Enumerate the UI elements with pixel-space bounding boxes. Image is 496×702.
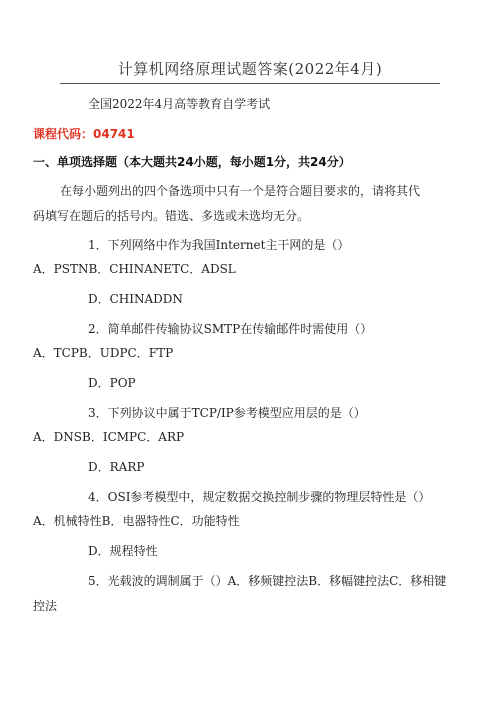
instructions-line-1: 在每小题列出的四个备选项中只有一个是符合题目要求的，请将其代 xyxy=(60,184,421,198)
question-1-options: A．PSTNB．CHINANETC．ADSL xyxy=(33,262,236,276)
question-4-option-d: D．规程特性 xyxy=(88,544,158,558)
course-code: 课程代码：04741 xyxy=(33,127,135,141)
exam-subtitle: 全国2022年4月高等教育自学考试 xyxy=(88,97,271,111)
question-3-stem: 3．下列协议中属于TCP/IP参考模型应用层的是（） xyxy=(88,406,366,420)
question-4-stem: 4．OSI参考模型中，规定数据交换控制步骤的物理层特性是（） xyxy=(88,490,431,504)
instructions-line-2: 码填写在题后的括号内。错选、多选或未选均无分。 xyxy=(33,209,310,223)
question-5-line-1: 5．光载波的调制属于（）A．移频键控法B．移幅键控法C．移相键 xyxy=(88,574,447,588)
title-underline xyxy=(60,83,440,84)
question-4-options: A．机械特性B．电器特性C．功能特性 xyxy=(33,514,240,528)
question-2-stem: 2．简单邮件传输协议SMTP在传输邮件时需使用（） xyxy=(88,322,373,336)
section-heading: 一、单项选择题（本大题共24小题，每小题1分，共24分） xyxy=(33,155,351,169)
question-1-option-d: D．CHINADDN xyxy=(88,292,183,306)
question-3-options: A．DNSB．ICMPC．ARP xyxy=(33,430,185,444)
question-5-line-2: 控法 xyxy=(33,599,58,613)
question-2-options: A．TCPB．UDPC．FTP xyxy=(33,346,174,360)
question-1-stem: 1．下列网络中作为我国Internet主干网的是（） xyxy=(88,238,350,252)
document-title: 计算机网络原理试题答案(2022年4月) xyxy=(117,60,383,78)
question-3-option-d: D．RARP xyxy=(88,460,145,474)
question-2-option-d: D．POP xyxy=(88,376,136,390)
